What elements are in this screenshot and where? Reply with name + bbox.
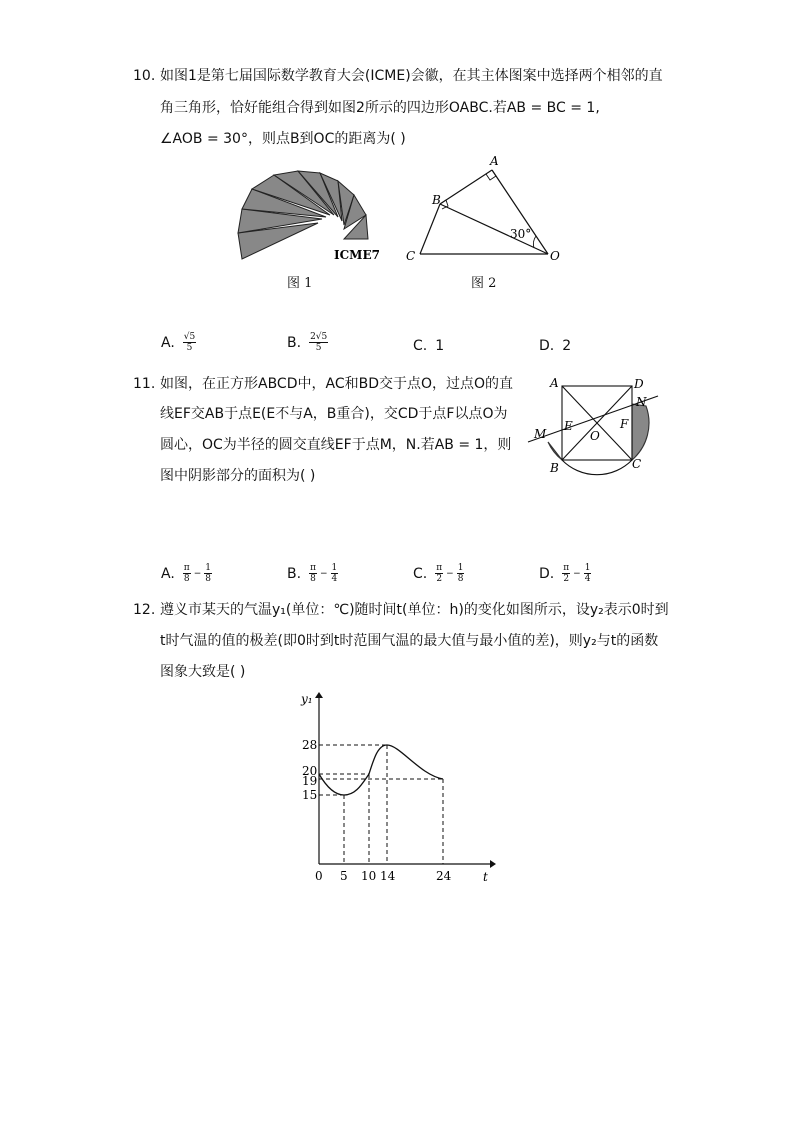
quadrilateral-oabc-figure xyxy=(400,152,570,267)
fig2-label-b: B xyxy=(432,193,441,207)
figure2-caption: 图 2 xyxy=(471,276,497,291)
y-tick-15: 15 xyxy=(302,788,318,802)
option-denominator: 8 xyxy=(205,574,211,584)
option-value: 2 xyxy=(562,338,572,354)
option-denominator: 5 xyxy=(186,343,193,353)
minus-sign: − xyxy=(319,568,328,579)
option-numerator: 2√5 xyxy=(310,332,328,342)
q10-option-a[interactable] xyxy=(161,332,196,353)
q11-label-m: M xyxy=(534,427,547,441)
icme-logo-figure xyxy=(230,165,390,265)
q11-label-d: D xyxy=(634,377,644,391)
x-tick-24: 24 xyxy=(436,869,452,883)
option-value: 1 xyxy=(435,338,445,354)
option-denominator: 2 xyxy=(436,574,443,584)
x-tick-5: 5 xyxy=(340,869,348,883)
q11-label-o: O xyxy=(590,429,600,443)
q11-line-2: 线EF交AB于点E(E不与A，B重合)，交CD于点F以点O为 xyxy=(160,406,508,422)
temperature-graph xyxy=(290,688,510,888)
q11-label-f: F xyxy=(620,417,629,431)
y-axis-label: y₁ xyxy=(301,692,313,706)
option-denominator: 4 xyxy=(331,574,338,584)
minus-sign: − xyxy=(193,568,202,579)
fig2-label-c: C xyxy=(406,249,416,263)
option-denominator: 5 xyxy=(315,343,322,353)
option-denominator: 4 xyxy=(584,574,591,584)
figure1-caption: 图 1 xyxy=(287,276,313,291)
y-tick-28: 28 xyxy=(302,738,318,752)
q11-label-e: E xyxy=(564,419,573,433)
y-tick-20: 20 xyxy=(302,764,318,778)
q11-option-d[interactable] xyxy=(539,563,591,584)
option-letter: C. xyxy=(413,565,428,582)
x-tick-0: 0 xyxy=(315,869,323,883)
option-numerator: √5 xyxy=(183,332,196,342)
option-denominator: 8 xyxy=(310,574,316,584)
option-numerator: 1 xyxy=(584,563,591,573)
q12-line-1: 遵义市某天的气温y₁(单位：℃)随时间t(单位：h)的变化如图所示，设y₂表示0时到 xyxy=(160,602,669,618)
q12-number: 12. xyxy=(133,602,156,618)
option-numerator: π xyxy=(310,563,316,573)
square-circle-figure xyxy=(524,372,668,478)
option-letter: B. xyxy=(287,565,302,582)
fig2-angle-label: 30° xyxy=(510,227,532,241)
q10-option-d[interactable] xyxy=(539,338,571,354)
q10-option-b[interactable] xyxy=(287,332,328,353)
option-numerator: π xyxy=(436,563,443,573)
guide-lines xyxy=(319,745,443,864)
q11-option-a[interactable] xyxy=(161,563,212,584)
y-axis-arrow-icon xyxy=(315,692,323,698)
option-letter: D. xyxy=(539,338,555,354)
q12-line-2: t时气温的值的极差(即0时到t时范围气温的最大值与最小值的差)，则y₂与t的函数 xyxy=(160,633,659,649)
option-letter: A. xyxy=(161,565,175,582)
x-axis-arrow-icon xyxy=(490,860,496,868)
option-letter: A. xyxy=(161,334,175,351)
q11-label-n: N xyxy=(636,395,647,409)
option-letter: B. xyxy=(287,334,302,351)
option-numerator: 1 xyxy=(457,563,464,573)
q11-label-c: C xyxy=(632,457,642,471)
q11-line-1: 如图，在正方形ABCD中，AC和BD交于点O，过点O的直 xyxy=(160,376,514,392)
x-tick-10: 10 xyxy=(361,869,377,883)
minus-sign: − xyxy=(446,568,454,579)
option-letter: D. xyxy=(539,565,555,582)
q11-option-c[interactable] xyxy=(413,563,464,584)
q10-line-1: 如图1是第七届国际数学教育大会(ICME)会徽，在其主体图案中选择两个相邻的直 xyxy=(160,68,663,84)
minus-sign: − xyxy=(573,568,581,579)
option-numerator: π xyxy=(183,563,190,573)
q11-line-4: 图中阴影部分的面积为( ) xyxy=(160,468,316,484)
q11-number: 11. xyxy=(133,376,156,392)
q11-label-b: B xyxy=(550,461,559,475)
q10-number: 10. xyxy=(133,68,156,84)
y-tick-19: 19 xyxy=(302,774,318,788)
q10-line-2: 角三角形，恰好能组合得到如图2所示的四边形OABC.若AB = BC = 1, xyxy=(160,100,600,116)
x-axis-label: t xyxy=(483,870,488,884)
q12-line-3: 图象大致是( ) xyxy=(160,664,246,680)
option-numerator: 1 xyxy=(331,563,338,573)
q11-option-b[interactable] xyxy=(287,563,338,584)
q11-line-3: 圆心，OC为半径的圆交直线EF于点M，N.若AB = 1，则 xyxy=(160,437,512,453)
q10-option-c[interactable] xyxy=(413,338,444,354)
fig2-label-o: O xyxy=(550,249,560,263)
fig2-label-a: A xyxy=(490,154,499,168)
option-letter: C. xyxy=(413,338,428,354)
option-numerator: π xyxy=(563,563,570,573)
option-denominator: 2 xyxy=(563,574,570,584)
q11-label-a: A xyxy=(550,376,559,390)
option-denominator: 8 xyxy=(183,574,190,584)
option-denominator: 8 xyxy=(457,574,464,584)
x-tick-14: 14 xyxy=(380,869,396,883)
icme-logo-text: ICME7 xyxy=(334,248,380,262)
option-numerator: 1 xyxy=(205,563,211,573)
temperature-curve xyxy=(319,745,443,795)
q10-line-3: ∠AOB = 30°，则点B到OC的距离为( ) xyxy=(160,131,406,147)
